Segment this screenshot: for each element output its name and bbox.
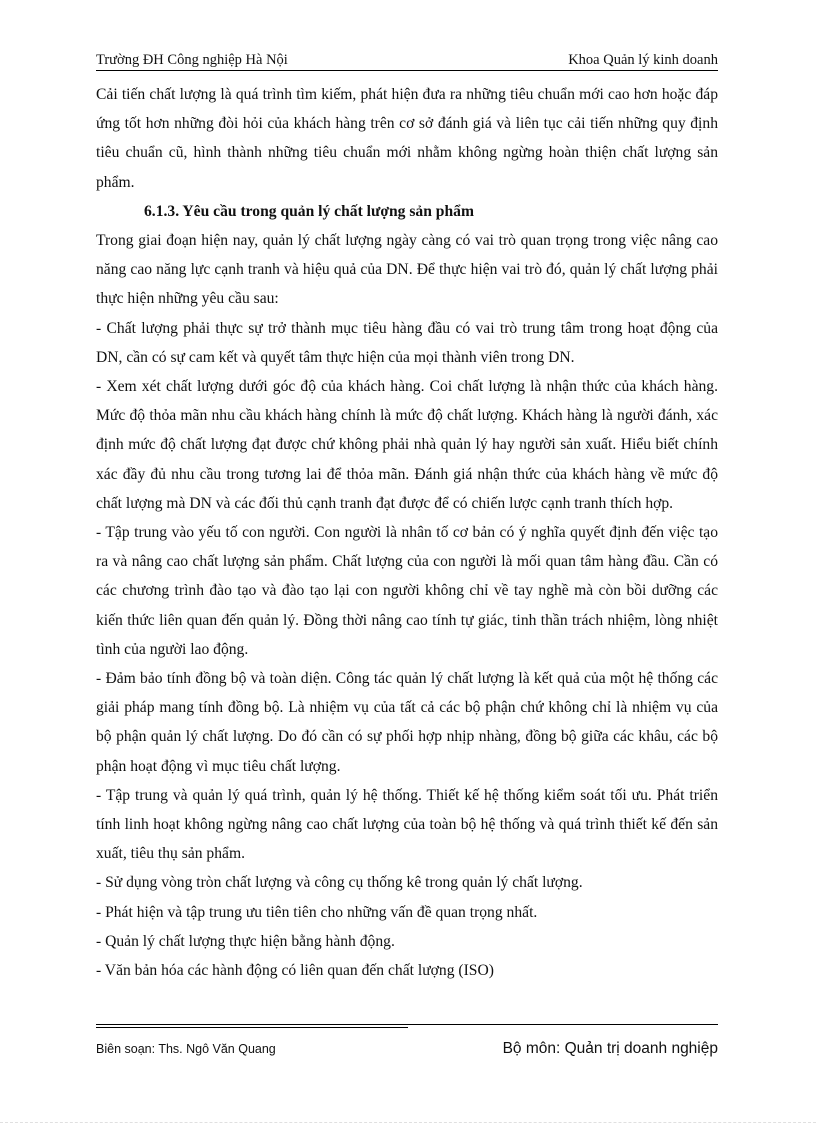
list-item: - Sử dụng vòng tròn chất lượng và công cụ thống kê trong quản lý chất lượng. bbox=[96, 874, 583, 892]
section-heading: 6.1.3. Yêu cầu trong quản lý chất lượng sản phẩm bbox=[144, 202, 474, 220]
list-item: - Phát hiện và tập trung ưu tiên tiên cho những vấn đề quan trọng nhất. bbox=[96, 903, 538, 921]
list-item: - Chất lượng phải thực sự trở thành mục tiêu hàng đầu có vai trò trung tâm trong hoạt động của DN, cần có sự cam kết và quyết tâm thực hiện của mọi thành viên trong DN. bbox=[96, 319, 718, 366]
list-item: - Tập trung và quản lý quá trình, quản lý hệ thống. Thiết kế hệ thống kiểm soát tối ưu. Phát triển tính linh hoạt không ngừng nâng cao chất lượng của toàn bộ hệ thống và quá trình thiết kế đến sản xuất, tiêu thụ sản phẩm. bbox=[96, 786, 718, 863]
list-item: - Xem xét chất lượng dưới góc độ của khách hàng. Coi chất lượng là nhận thức của khách hàng. Mức độ thỏa mãn nhu cầu khách hàng chính là mức độ chất lượng. Khách hàng là người đánh, xác định mức độ chất lượng đạt được chứ không phải nhà quản lý hay người sản xuất. Hiểu biết chính xác đầy đủ nhu cầu trong tương lai để thỏa mãn. Đánh giá nhận thức của khách hàng về mức độ chất lượng mà DN và các đối thủ cạnh tranh đạt được để có chiến lược cạnh tranh thích hợp. bbox=[96, 378, 718, 512]
page-header bbox=[96, 52, 718, 71]
list-item: - Tập trung vào yếu tố con người. Con người là nhân tố cơ bản có ý nghĩa quyết định đến việc tạo ra và nâng cao chất lượng sản phẩm. Chất lượng của con người là mối quan tâm hàng đầu. Cần có các chương trình đào tạo và đào tạo lại con người không chỉ về tay nghề mà còn bồi dưỡng các kiến thức liên quan đến quản lý. Đồng thời nâng cao tính tự giác, tinh thần trách nhiệm, lòng nhiệt tình của người lao động. bbox=[96, 524, 718, 658]
page-footer bbox=[96, 1040, 718, 1058]
footer-department: Bộ môn: Quản trị doanh nghiệp bbox=[502, 1040, 718, 1057]
footer-divider bbox=[96, 1024, 718, 1025]
list-item: - Đảm bảo tính đồng bộ và toàn diện. Công tác quản lý chất lượng là kết quả của một hệ thống các giải pháp mang tính đồng bộ. Là nhiệm vụ của tất cả các bộ phận chứ không chỉ là nhiệm vụ của bộ phận quản lý chất lượng. Do đó cần có sự phối hợp nhịp nhàng, đồng bộ giữa các khâu, các bộ phận hoạt động vì mục tiêu chất lượng. bbox=[96, 670, 718, 775]
document-body bbox=[96, 80, 718, 985]
list-item: - Quản lý chất lượng thực hiện bằng hành động. bbox=[96, 932, 395, 950]
header-faculty: Khoa Quản lý kinh doanh bbox=[568, 52, 718, 68]
header-school: Trường ĐH Công nghiệp Hà Nội bbox=[96, 52, 288, 68]
paragraph: Trong giai đoạn hiện nay, quản lý chất lượng ngày càng có vai trò quan trọng trong việc nâng cao năng cao năng lực cạnh tranh và hiệu quả của DN. Để thực hiện vai trò đó, quản lý chất lượng phải thực hiện những yêu cầu sau: bbox=[96, 232, 718, 308]
footer-divider-short bbox=[96, 1027, 408, 1028]
list-item: - Văn bản hóa các hành động có liên quan đến chất lượng (ISO) bbox=[96, 962, 494, 980]
intro-paragraph: Cải tiến chất lượng là quá trình tìm kiếm, phát hiện đưa ra những tiêu chuẩn mới cao hơn hoặc đáp ứng tốt hơn những đòi hỏi của khách hàng trên cơ sở đánh giá và liên tục cải tiến những quy định tiêu chuẩn cũ, hình thành những tiêu chuẩn mới nhằm không ngừng hoàn thiện chất lượng sản phẩm. bbox=[96, 86, 718, 191]
footer-author: Biên soạn: Ths. Ngô Văn Quang bbox=[96, 1042, 276, 1056]
